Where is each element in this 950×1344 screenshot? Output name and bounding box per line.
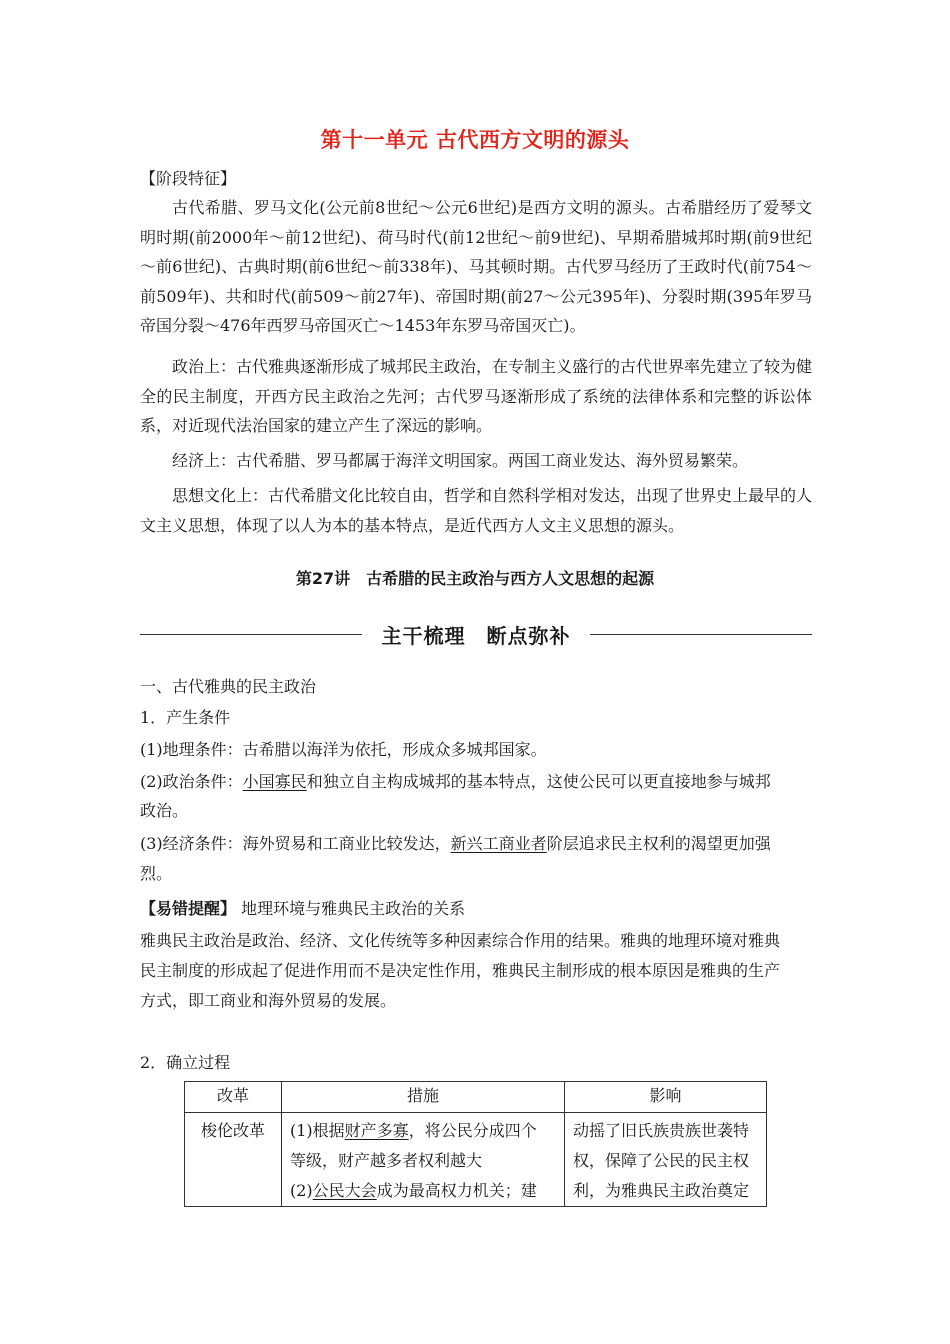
cond3-underlined: 新兴工商业者 [450, 834, 547, 853]
cell-reform: 梭伦改革 [185, 1113, 282, 1207]
condition-economy-cont: 烈。 [140, 864, 173, 883]
error-tip-heading [140, 894, 820, 924]
error-tip-title: 地理环境与雅典民主政治的关系 [241, 899, 466, 918]
measure-line-3 [290, 1176, 556, 1206]
table-header-row [185, 1082, 767, 1113]
heading-establishment: 2．确立过程 [140, 1053, 231, 1072]
stage-paragraph-overview: 古代希腊、罗马文化(公元前8世纪～公元6世纪)是西方文明的源头。古希腊经历了爱琴文明时期(前2000年～前12世纪)、荷马时代(前12世纪～前9世纪)、早期希腊城邦时期(前9世纪～前6世纪)、古典时期(前6世纪～前338年)、马其顿时期。古代罗马经历了王政时代(前754～前509年)、共和时代(前509～前27年)、帝国时期(前27～公元395年)、分裂时期(395年罗马帝国分裂～476年西罗马帝国灭亡～1453年东罗马帝国灭亡)。 [140, 198, 812, 335]
cond3-suffix: 阶层追求民主权利的渴望更加强 [546, 834, 771, 853]
heading-conditions: 1．产生条件 [140, 708, 231, 727]
cell-measures [282, 1113, 565, 1207]
section-banner [140, 620, 812, 650]
stage-paragraph-culture: 思想文化上：古代希腊文化比较自由，哲学和自然科学相对发达，出现了世界史上最早的人文主义思想，体现了以人为本的基本特点，是近代西方人文主义思想的源头。 [140, 486, 813, 535]
table-header-measures: 措施 [282, 1082, 565, 1113]
cond3-prefix: (3)经济条件：海外贸易和工商业比较发达， [140, 834, 451, 853]
stage-paragraph-economy: 经济上：古代希腊、罗马都属于海洋文明国家。两国工商业发达、海外贸易繁荣。 [172, 451, 749, 470]
m1-underlined: 财产多寡 [344, 1121, 409, 1140]
condition-economy [140, 829, 820, 859]
unit-title: 第十一单元 古代西方文明的源头 [320, 128, 630, 152]
measure-line-1 [290, 1116, 556, 1146]
table-row [185, 1113, 767, 1207]
banner-rule-left [140, 634, 362, 635]
stage-feature-label: 【阶段特征】 [140, 169, 237, 188]
error-tip-line: 雅典民主政治是政治、经济、文化传统等多种因素综合作用的结果。雅典的地理环境对雅典 [140, 931, 781, 950]
m3-underlined: 公民大会 [312, 1181, 377, 1200]
reform-table [184, 1081, 767, 1207]
m3-prefix: (2) [290, 1181, 313, 1200]
m1-suffix: ，将公民分成四个 [408, 1121, 537, 1140]
error-tip-line: 方式，即工商业和海外贸易的发展。 [140, 991, 397, 1010]
cond2-prefix: (2)政治条件： [140, 772, 243, 791]
m1-prefix: (1)根据 [290, 1121, 345, 1140]
lecture-title: 第27讲 古希腊的民主政治与西方人文思想的起源 [295, 569, 655, 588]
error-tip-label: 【易错提醒】 [140, 899, 237, 918]
stage-paragraph-politics: 政治上：古代雅典逐渐形成了城邦民主政治，在专制主义盛行的古代世界率先建立了较为健全的民主制度，开西方民主政治之先河；古代罗马逐渐形成了系统的法律体系和完整的诉讼体系，对近现代法治国家的建立产生了深远的影响。 [140, 357, 813, 435]
cond2-underlined: 小国寡民 [242, 772, 307, 791]
condition-geography: (1)地理条件：古希腊以海洋为依托，形成众多城邦国家。 [140, 740, 547, 759]
m3-suffix: 成为最高权力机关；建 [376, 1181, 537, 1200]
cond2-suffix: 和独立自主构成城邦的基本特点，这使公民可以更直接地参与城邦 [306, 772, 771, 791]
table-header-impact: 影响 [565, 1082, 767, 1113]
measure-line-2: 等级，财产越多者权利越大 [290, 1151, 483, 1170]
banner-rule-right [590, 634, 812, 635]
condition-politics-cont: 政治。 [140, 801, 189, 820]
cell-impact: 动摇了旧氏族贵族世袭特权，保障了公民的民主权利，为雅典民主政治奠定 [565, 1113, 767, 1207]
error-tip-line: 民主制度的形成起了促进作用而不是决定性作用，雅典民主制形成的根本原因是雅典的生产 [140, 961, 781, 980]
table-header-reform: 改革 [185, 1082, 282, 1113]
condition-politics [140, 767, 820, 797]
heading-athens-democracy: 一、古代雅典的民主政治 [140, 677, 317, 696]
banner-text: 主干梳理 断点弥补 [381, 624, 571, 648]
